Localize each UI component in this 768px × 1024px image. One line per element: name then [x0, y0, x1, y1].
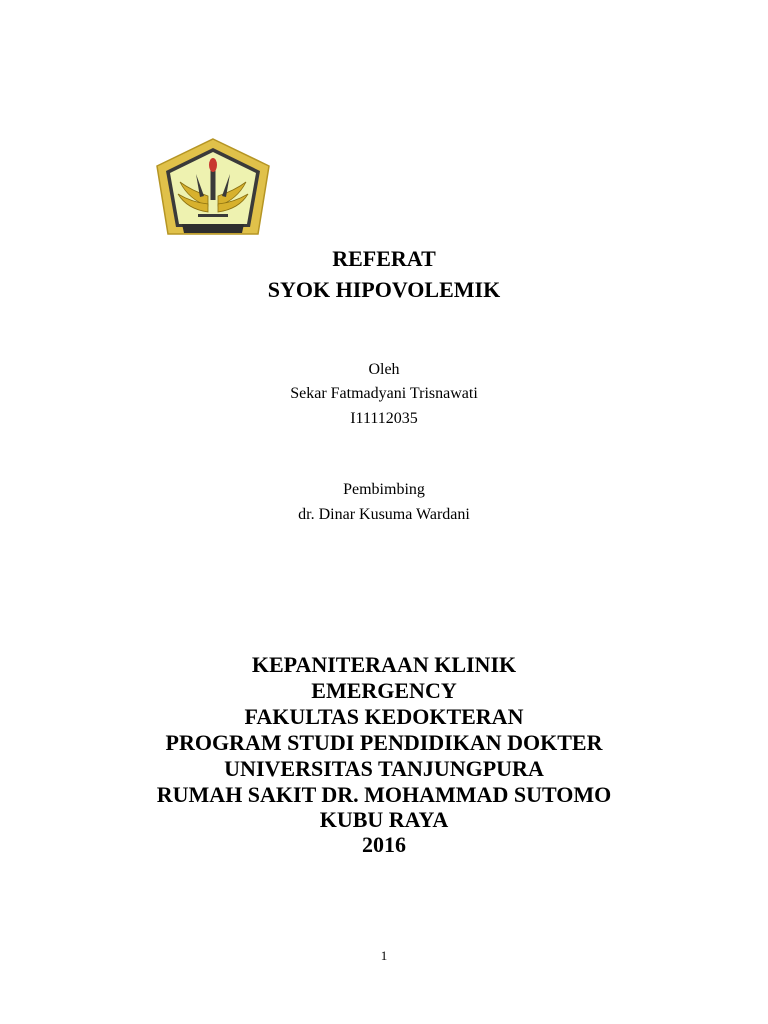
supervisor-label: Pembimbing	[343, 481, 425, 498]
author-name: Sekar Fatmadyani Trisnawati	[290, 385, 478, 402]
institution-line: UNIVERSITAS TANJUNGPURA	[224, 756, 544, 781]
author-id: I11112035	[350, 410, 418, 427]
university-logo	[152, 136, 274, 248]
institution-line: PROGRAM STUDI PENDIDIKAN DOKTER	[165, 730, 603, 755]
author-label: Oleh	[368, 361, 400, 378]
institution-line: EMERGENCY	[311, 678, 457, 703]
year: 2016	[362, 832, 406, 857]
institution-line: KUBU RAYA	[319, 807, 449, 832]
document-type: REFERAT	[332, 246, 436, 271]
institution-line: KEPANITERAAN KLINIK	[251, 652, 517, 677]
supervisor-name: dr. Dinar Kusuma Wardani	[298, 506, 470, 523]
document-title: SYOK HIPOVOLEMIK	[267, 277, 501, 302]
page-number: 1	[380, 948, 388, 963]
institution-line: FAKULTAS KEDOKTERAN	[244, 704, 524, 729]
institution-line: RUMAH SAKIT DR. MOHAMMAD SUTOMO	[156, 782, 612, 807]
